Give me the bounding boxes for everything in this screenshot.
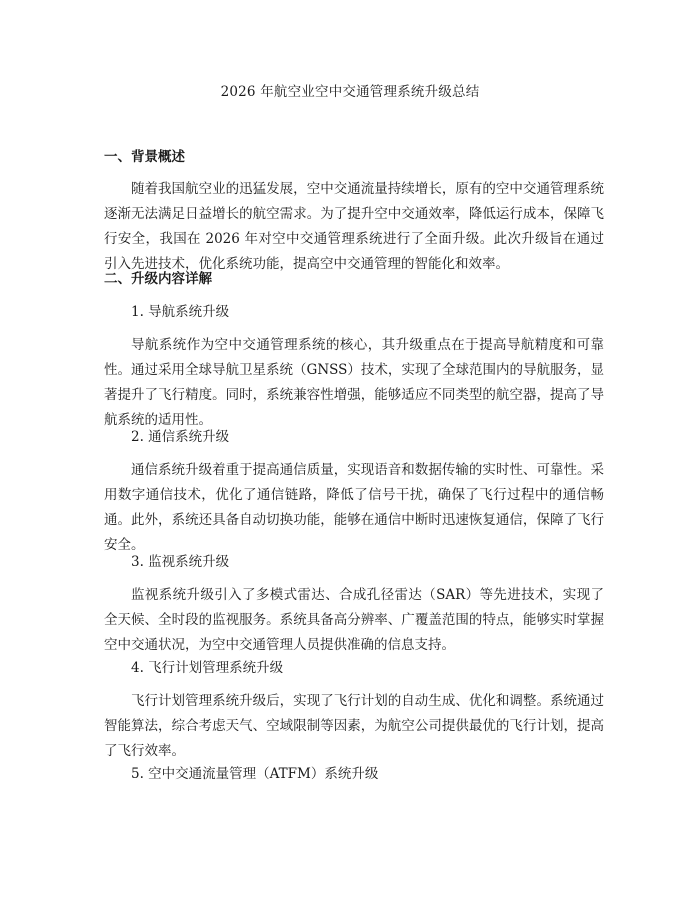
subsection-atfm bbox=[104, 762, 604, 782]
section-background bbox=[104, 145, 604, 277]
subsection-navigation bbox=[104, 300, 604, 433]
subsection-paragraph: 导航系统作为空中交通管理系统的核心，其升级重点在于提高导航精度和可靠性。通过采用全球导航卫星系统（GNSS）技术，实现了全球范围内的导航服务，显著提升了飞行精度。同时，系统兼容性增强，能够适应不同类型的航空器，提高了导航系统的适用性。 bbox=[104, 337, 604, 428]
subsection-paragraph: 通信系统升级着重于提高通信质量，实现语音和数据传输的实时性、可靠性。采用数字通信技术，优化了通信链路，降低了信号干扰，确保了飞行过程中的通信畅通。此外，系统还具备自动切换功能，能够在通信中断时迅速恢复通信，保障了飞行安全。 bbox=[104, 462, 604, 553]
subsection-paragraph: 飞行计划管理系统升级后，实现了飞行计划的自动生成、优化和调整。系统通过智能算法，综合考虑天气、空域限制等因素，为航空公司提供最优的飞行计划，提高了飞行效率。 bbox=[104, 693, 604, 759]
subsection-title: 1. 导航系统升级 bbox=[131, 304, 230, 320]
subsection-title: 3. 监视系统升级 bbox=[131, 554, 230, 570]
section-heading: 二、升级内容详解 bbox=[104, 271, 212, 287]
subsection-title: 4. 飞行计划管理系统升级 bbox=[131, 660, 284, 676]
subsection-title: 5. 空中交通流量管理（ATFM）系统升级 bbox=[131, 766, 379, 782]
subsection-communication bbox=[104, 425, 604, 558]
subsection-surveillance bbox=[104, 550, 604, 658]
subsection-title: 2. 通信系统升级 bbox=[131, 429, 230, 445]
document-title: 2026 年航空业空中交通管理系统升级总结 bbox=[220, 84, 480, 100]
subsection-paragraph: 监视系统升级引入了多模式雷达、合成孔径雷达（SAR）等先进技术，实现了全天候、全时段的监视服务。系统具备高分辨率、广覆盖范围的特点，能够实时掌握空中交通状况，为空中交通管理人员提供准确的信息支持。 bbox=[104, 587, 604, 653]
section-upgrade-details bbox=[104, 267, 604, 287]
section-paragraph: 随着我国航空业的迅猛发展，空中交通流量持续增长，原有的空中交通管理系统逐渐无法满足日益增长的航空需求。为了提升空中交通效率，降低运行成本，保障飞行安全，我国在 2026 年对空中交通管理系统进行了全面升级。此次升级旨在通过引入先进技术，优化系统功能，提高空中交通管理的智能化和效率。 bbox=[104, 181, 604, 272]
subsection-flight-plan bbox=[104, 656, 604, 764]
section-heading: 一、背景概述 bbox=[104, 149, 185, 165]
